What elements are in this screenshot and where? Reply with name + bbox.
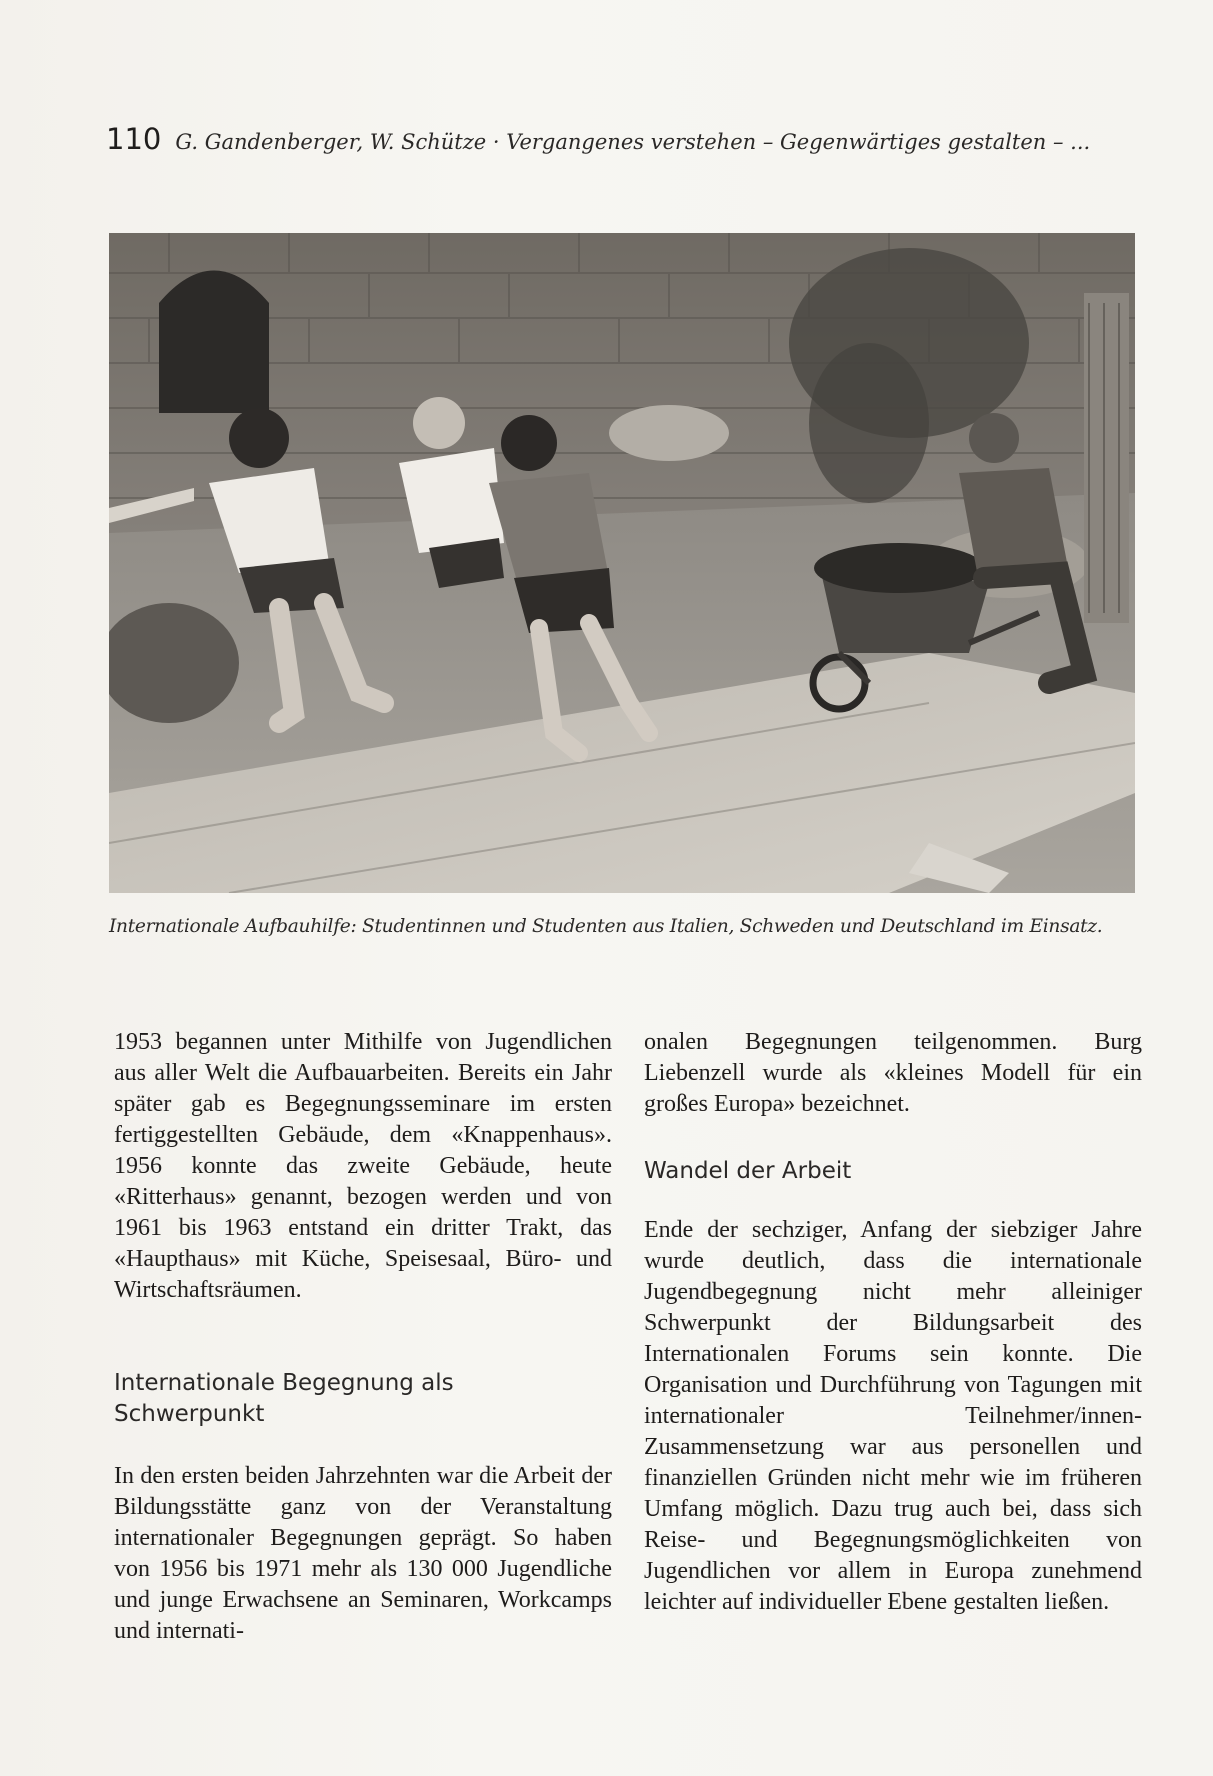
page-number: 110 <box>106 122 162 156</box>
right-paragraph-1: onalen Begegnungen teilgenommen. Burg Liebenzell wurde als «kleines Modell für ein großes Europa» bezeichnet. <box>644 1029 1142 1117</box>
section-heading-change: Wandel der Arbeit <box>644 1158 852 1184</box>
left-column <box>114 1027 612 1306</box>
historical-photo <box>109 233 1135 893</box>
running-title: G. Gandenberger, W. Schütze · Vergangenes verstehen – Gegenwärtiges gestalten – ... <box>175 130 1091 154</box>
section-heading-international: Internationale Begegnung als Schwerpunkt <box>114 1370 454 1427</box>
gate <box>1084 293 1129 623</box>
photo-illustration <box>109 233 1135 893</box>
right-paragraph-2: Ende der sechziger, Anfang der siebziger Jahre wurde deutlich, dass die internationale Jugendbegegnung nicht mehr alleiniger Schwerpunkt der Bildungsarbeit des Internationalen Forums sein konnte. Die Organisation und Durchführung von Tagungen mit internationaler Teilnehmer/innen-Zusammensetzung war aus personellen und finanziellen Gründen nicht mehr wie im früheren Umfang möglich. Dazu trug auch bei, dass sich Reise- und Begegnungsmöglichkeiten von Jugendlichen vor allem in Europa zunehmend leichter auf individueller Ebene gestalten ließen. <box>644 1217 1142 1615</box>
left-paragraph-2: In den ersten beiden Jahrzehnten war die Arbeit der Bildungsstätte ganz von der Veranstaltung internationaler Begegnungen geprägt. So haben von 1956 bis 1971 mehr als 130 000 Jugendliche und junge Erwachsene an Seminaren, Workcamps und internati- <box>114 1463 612 1644</box>
right-column <box>644 1027 1142 1618</box>
arched-doorway <box>159 271 269 414</box>
figure-caption: Internationale Aufbauhilfe: Studentinnen und Studenten aus Italien, Schweden und Deutschland im Einsatz. <box>109 916 1103 937</box>
left-paragraph-1: 1953 begannen unter Mithilfe von Jugendlichen aus aller Welt die Aufbauarbeiten. Bereits ein Jahr später gab es Begegnungsseminare im ersten fertiggestellten Gebäude, dem «Knappenhaus». 1956 konnte das zweite Gebäude, heute «Ritterhaus» genannt, bezogen werden und von 1961 bis 1963 entstand ein dritter Trakt, das «Haupthaus» mit Küche, Speisesaal, Büro- und Wirtschaftsräumen. <box>114 1029 612 1303</box>
running-head <box>106 122 1116 156</box>
left-column-lower <box>114 1461 612 1647</box>
